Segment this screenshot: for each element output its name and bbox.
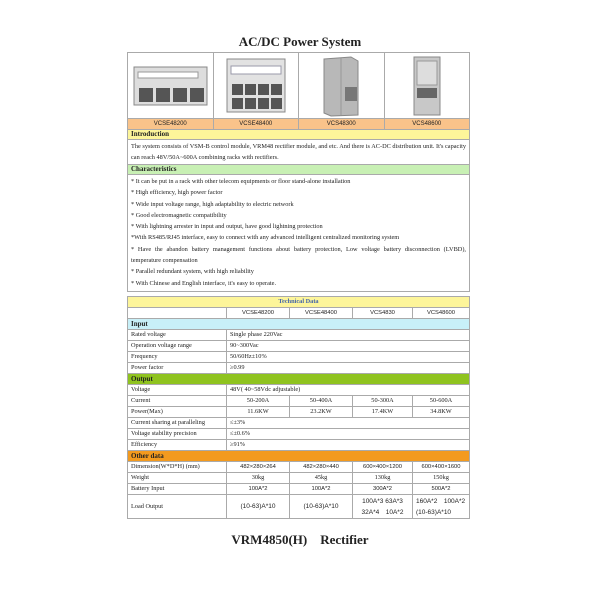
characteristic-item: * Wide input voltage range, high adaptability to electric network [131,200,294,208]
cell: 100A*2 [290,484,353,495]
row-label: Rated voltage [128,330,227,341]
cell: 100A*2 [227,484,290,495]
row-label: Load Output [128,495,227,519]
cell-line: 160A*2 100A*2 [416,497,466,505]
characteristic-item: * Have the abandon battery management functions about battery protection, Low voltage battery disconnection (LVBD), temperature compensation [131,245,466,265]
technical-data-title: Technical Data [128,297,470,308]
model-header: VCSE48400 [290,308,353,319]
row-label: Voltage stability precision [128,429,227,440]
model-header: VCSE48200 [227,308,290,319]
product-label: VCS48300 [299,119,385,129]
row-label: Voltage [128,385,227,396]
output-heading: Output [128,374,470,385]
introduction-text: The system consists of VSM-B control module, VRM48 rectifier module, and etc. And there is AC-DC distribution unit. It's capacity can reach 48V/50A~600A combining racks with rectifiers. [131,143,466,161]
characteristic-item: * With lightning arrester in input and output, have good lightning protection [131,223,323,231]
page-title: AC/DC Power System [238,34,362,49]
cell-line: 32A*4 10A*2 [361,508,404,516]
cell: (10-63)A*10 [227,495,290,519]
row-label: Battery Input [128,484,227,495]
cell: 30kg [227,473,290,484]
cell: 50-400A [290,396,353,407]
row-value: 50/60Hz±10% [227,352,470,363]
row-label: Frequency [128,352,227,363]
row-label: Current [128,396,227,407]
row-value: ≥91% [227,440,470,451]
cell: 17.4KW [353,407,413,418]
row-value: 90~300Vac [227,341,470,352]
cell: 50-300A [353,396,413,407]
product-image-vcse48200 [128,53,214,118]
row-label: Power factor [128,363,227,374]
model-header: VCS48600 [413,308,470,319]
cell: 50-600A [413,396,470,407]
row-label: Efficiency [128,440,227,451]
characteristic-item: * Good electromagnetic compatibility [131,211,227,219]
input-heading: Input [128,319,470,330]
cell-line: 100A*3 63A*3 [362,497,403,505]
characteristics-heading: Characteristics [128,164,469,175]
product-overview [127,52,470,292]
cell: (10-63)A*10 [290,495,353,519]
cell: 500A*2 [413,484,470,495]
product-label: VCSE48200 [128,119,214,129]
introduction-heading: Introduction [128,129,469,140]
cell: 300A*2 [353,484,413,495]
cell: 34.8KW [413,407,470,418]
row-value: ≤±0.6% [227,429,470,440]
characteristic-item: *With RS485/RJ45 interface, easy to connect with any advanced intelligent centralized monitoring system [131,234,400,242]
row-value: ≤±3% [227,418,470,429]
row-value: Single phase 220Vac [227,330,470,341]
cell: 482×280×264 [227,462,290,473]
characteristic-item: * Parallel redundant system, with high reliability [131,268,254,276]
row-value: 48V( 40~58Vdc adjustable) [227,385,470,396]
product-label: VCSE48400 [214,119,300,129]
row-label: Current sharing at paralleling [128,418,227,429]
cell: 130kg [353,473,413,484]
cell: 50-200A [227,396,290,407]
footer-heading: VRM4850(H) Rectifier [231,532,369,547]
cell: 600×400×1200 [353,462,413,473]
characteristic-item: * It can be put in a rack with other telecom equipments or floor stand-alone installation [131,178,351,185]
cell: 11.6KW [227,407,290,418]
cell: 45kg [290,473,353,484]
cell: 600×400×1600 [413,462,470,473]
characteristic-item: * High efficiency, high power factor [131,189,223,197]
row-label: Operation voltage range [128,341,227,352]
product-image-vcs48600 [385,53,470,118]
technical-data-table [127,296,470,519]
cell: 482×280×440 [290,462,353,473]
row-value: ≥0.99 [227,363,470,374]
other-data-heading: Other data [128,451,470,462]
row-label: Weight [128,473,227,484]
characteristic-item: * With Chinese and English interface, it's easy to operate. [131,279,277,287]
cell-line: (10-63)A*10 [416,508,452,516]
row-label: Power(Max) [128,407,227,418]
row-label: Dimension(W*D*H) (mm) [128,462,227,473]
cell: 23.2KW [290,407,353,418]
model-header: VCS4830 [353,308,413,319]
cell: 150kg [413,473,470,484]
product-image-vcs48300 [299,53,385,118]
product-label: VCS48600 [412,121,442,127]
product-image-vcse48400 [214,53,300,118]
